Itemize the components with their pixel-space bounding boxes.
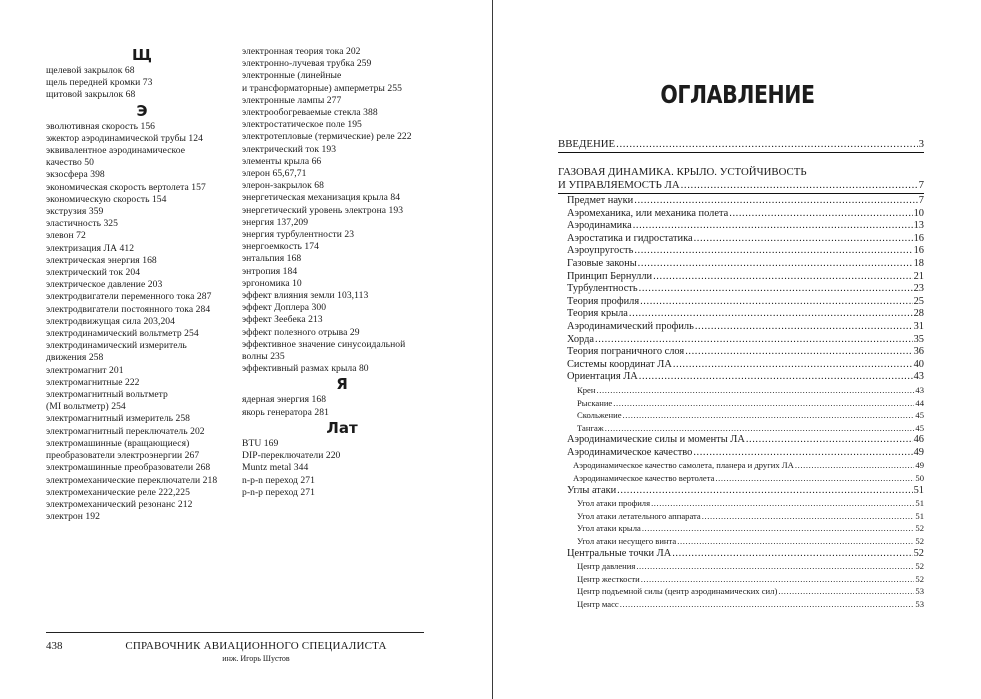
toc-entry[interactable] <box>558 472 924 485</box>
toc-entry[interactable] <box>558 258 924 271</box>
index-entry: качество 50 <box>46 157 94 169</box>
toc-entry-title: Хорда <box>567 333 595 345</box>
index-entry: энергетическая механизация крыла 84 <box>242 192 401 204</box>
index-entry: n-p-n переход 271 <box>242 474 315 486</box>
toc-leader-dots <box>623 409 915 422</box>
toc-entry[interactable] <box>558 548 924 561</box>
toc-leader-dots <box>641 573 915 586</box>
toc-entry[interactable] <box>558 434 924 447</box>
toc-entry-title: Угол атаки крыла <box>577 523 641 534</box>
toc-entry-page: 3 <box>918 138 924 150</box>
toc-leader-dots <box>685 346 912 359</box>
index-entry: электромашинные преобразователи 268 <box>46 462 211 474</box>
toc-entry-title: Крен <box>577 384 596 395</box>
index-entry: эволютивная скорость 156 <box>46 120 156 132</box>
toc-leader-dots <box>778 585 914 598</box>
index-entry: эффект полезного отрыва 29 <box>242 326 360 338</box>
index-entry: электрический ток 193 <box>242 143 337 155</box>
toc-leader-dots <box>633 220 913 233</box>
toc-leader-dots <box>629 308 913 321</box>
toc-entry[interactable] <box>558 346 924 359</box>
toc-entry-page: 35 <box>913 333 924 345</box>
toc-entry[interactable] <box>558 321 924 334</box>
toc-entry[interactable] <box>558 334 924 347</box>
toc-entry-page: 45 <box>915 410 924 421</box>
toc-entry-page: 7 <box>918 179 924 191</box>
index-entry: электромагнитный переключатель 202 <box>46 425 205 437</box>
toc-entry[interactable] <box>558 371 924 384</box>
toc-entry-page: 43 <box>913 371 924 383</box>
toc-entry-title: Центр подъемной силы (центр аэродинамических сил) <box>577 586 778 597</box>
index-entry: электрообогреваемые стекла 388 <box>242 107 378 119</box>
toc-spacer <box>558 154 924 166</box>
index-entry: элерон 65,67,71 <box>242 168 307 180</box>
index-entry: преобразователи электроэнергии 267 <box>46 450 200 462</box>
toc-entry-title: Тангаж <box>577 422 604 433</box>
index-entry: BTU 169 <box>242 437 279 449</box>
toc-entry[interactable] <box>558 138 924 153</box>
toc-entry-page: 21 <box>913 270 924 282</box>
index-entry: электродвигатели постоянного тока 284 <box>46 303 211 315</box>
toc-entry[interactable] <box>558 585 924 598</box>
toc-entry-page: 52 <box>913 547 924 559</box>
toc-entry[interactable] <box>558 166 924 194</box>
index-entry: энергоемкость 174 <box>242 241 319 253</box>
toc-leader-dots <box>613 397 914 410</box>
toc-entry[interactable] <box>558 535 924 548</box>
index-entry: ядерная энергия 168 <box>242 394 327 406</box>
index-entry: эффект влияния земли 103,113 <box>242 290 369 302</box>
toc-entry-page: 13 <box>913 220 924 232</box>
toc-entry-title: Аэродинамические силы и моменты ЛА <box>567 434 745 446</box>
toc-entry-page: 7 <box>918 195 924 206</box>
toc-entry-page: 23 <box>913 283 924 295</box>
index-entry: (МI вольтметр) 254 <box>46 401 126 413</box>
toc-entry-title: Предмет науки <box>567 195 634 206</box>
toc-entry-page: 52 <box>915 523 924 534</box>
toc-entry-title: Рыскание <box>577 397 613 408</box>
index-entry: Muntz metal 344 <box>242 462 309 474</box>
index-entry: электромагнит 201 <box>46 364 124 376</box>
toc-entry-page: 25 <box>913 295 924 307</box>
toc-entry[interactable] <box>558 573 924 586</box>
toc-entry-title: Скольжение <box>577 410 622 421</box>
index-entry: энтропия 184 <box>242 265 298 277</box>
toc-entry[interactable] <box>558 422 924 435</box>
toc-entry[interactable] <box>558 447 924 460</box>
toc-entry[interactable] <box>558 485 924 498</box>
index-column-2 <box>242 46 442 499</box>
toc-entry[interactable] <box>558 560 924 573</box>
index-letter-heading: Лат <box>326 418 358 437</box>
index-entry: электродвигатели переменного тока 287 <box>46 291 212 303</box>
toc-entry-title: Теория крыла <box>567 308 628 320</box>
toc-entry-page: 51 <box>915 498 924 509</box>
index-entry: экономическую скорость 154 <box>46 193 167 205</box>
toc-entry[interactable] <box>558 459 924 472</box>
index-entry: энергетический уровень электрона 193 <box>242 204 404 216</box>
toc-entry[interactable] <box>558 384 924 397</box>
page-number: 438 <box>46 640 63 652</box>
toc-entry-title: Угол атаки несущего винта <box>577 536 677 547</box>
toc-entry-page: 53 <box>915 586 924 597</box>
index-entry: p-n-p переход 271 <box>242 486 315 498</box>
toc-entry-title: Аэромеханика, или механика полета <box>567 207 729 219</box>
table-of-contents <box>558 138 924 611</box>
toc-entry-title: Аэродинамический профиль <box>567 320 694 332</box>
book-author: инж. Игорь Шустов <box>222 654 290 663</box>
index-entry: электронные (линейные <box>242 70 342 82</box>
toc-entry-title: Угол атаки летательного аппарата <box>577 510 701 521</box>
right-page <box>494 0 981 699</box>
toc-entry-title: Теория пограничного слоя <box>567 346 685 358</box>
index-entry: эластичность 325 <box>46 218 118 230</box>
toc-entry-page: 52 <box>915 561 924 572</box>
index-column-1 <box>46 46 238 523</box>
index-letter-heading: Э <box>136 101 148 120</box>
toc-leader-dots <box>639 283 913 296</box>
index-entry: элевон 72 <box>46 230 86 242</box>
index-entry: энергия турбулентности 23 <box>242 229 355 241</box>
index-entry: движения 258 <box>46 352 104 364</box>
toc-entry-title: Аэродинамическое качество <box>567 446 693 458</box>
index-entry: электродинамический вольтметр 254 <box>46 328 199 340</box>
index-entry: электромеханический резонанс 212 <box>46 498 193 510</box>
toc-entry-page: 16 <box>913 232 924 244</box>
index-entry: электродвижущая сила 203,204 <box>46 315 175 327</box>
toc-leader-dots <box>620 598 915 611</box>
toc-leader-dots <box>795 459 915 472</box>
toc-entry[interactable] <box>558 522 924 535</box>
toc-entry-page: 40 <box>913 358 924 370</box>
index-entry: электрическое давление 203 <box>46 279 163 291</box>
index-entry: элементы крыла 66 <box>242 155 322 167</box>
toc-entry[interactable] <box>558 598 924 611</box>
toc-entry-title: Углы атаки <box>567 484 617 496</box>
toc-entry-page: 46 <box>913 434 924 446</box>
index-entry: экономическая скорость вертолета 157 <box>46 181 206 193</box>
toc-leader-dots <box>642 522 915 535</box>
toc-entry-title: Центр давления <box>577 561 636 572</box>
toc-entry-page: 51 <box>913 484 924 496</box>
toc-entry[interactable] <box>558 359 924 372</box>
toc-leader-dots <box>681 179 918 192</box>
index-entry: эквивалентное аэродинамическое <box>46 145 185 157</box>
index-entry: электромагнитный измеритель 258 <box>46 413 191 425</box>
toc-entry-page: 50 <box>915 473 924 484</box>
toc-leader-dots <box>694 233 913 246</box>
toc-entry-title: Аэродинамическое качество вертолета <box>573 473 715 484</box>
toc-leader-dots <box>695 321 913 334</box>
toc-entry-title: И УПРАВЛЯЕМОСТЬ ЛА <box>558 179 680 191</box>
toc-entry-title: ВВЕДЕНИЕ <box>558 138 616 150</box>
toc-entry-page: 49 <box>915 460 924 471</box>
toc-leader-dots <box>640 296 913 309</box>
index-entry: эргономика 10 <box>242 277 302 289</box>
toc-entry[interactable] <box>558 208 924 221</box>
toc-heading: ОГЛАВЛЕНИЕ <box>660 80 815 109</box>
index-entry: электронно-лучевая трубка 259 <box>242 58 372 70</box>
index-entry: эжектор аэродинамической трубы 124 <box>46 132 203 144</box>
toc-entry[interactable] <box>558 296 924 309</box>
toc-leader-dots <box>715 472 914 485</box>
toc-leader-dots <box>638 258 913 271</box>
toc-leader-dots <box>673 359 913 372</box>
toc-leader-dots <box>617 485 912 498</box>
toc-entry-title: Центр жесткости <box>577 573 640 584</box>
toc-leader-dots <box>672 548 912 561</box>
toc-leader-dots <box>639 371 913 384</box>
index-entry: электрический ток 204 <box>46 267 141 279</box>
toc-entry-page: 49 <box>913 446 924 458</box>
toc-entry-title: Теория профиля <box>567 295 640 307</box>
toc-entry-page: 18 <box>913 257 924 269</box>
toc-entry-title: Аэростатика и гидростатика <box>567 232 693 244</box>
toc-leader-dots <box>729 208 912 221</box>
book-spine <box>492 0 493 699</box>
toc-entry-page: 31 <box>913 320 924 332</box>
index-entry: энтальпия 168 <box>242 253 302 265</box>
toc-entry[interactable] <box>558 409 924 422</box>
toc-entry[interactable] <box>558 308 924 321</box>
toc-leader-dots <box>595 334 913 347</box>
toc-entry-page: 44 <box>915 397 924 408</box>
toc-entry-page: 51 <box>915 510 924 521</box>
index-entry: якорь генератора 281 <box>242 406 329 418</box>
toc-entry[interactable] <box>558 195 924 208</box>
index-entry: щитовой закрылок 68 <box>46 89 136 101</box>
index-entry: электронная теория тока 202 <box>242 46 361 57</box>
toc-entry[interactable] <box>558 233 924 246</box>
index-entry: электризация ЛА 412 <box>46 242 135 254</box>
index-entry: электромашинные (вращающиеся) <box>46 437 190 449</box>
index-entry: электрон 192 <box>46 511 100 523</box>
index-letter-heading: Щ <box>132 46 152 64</box>
toc-leader-dots <box>634 245 912 258</box>
index-entry: экзосфера 398 <box>46 169 105 181</box>
toc-entry-title: Аэроупругость <box>567 245 634 257</box>
footer-divider <box>46 632 424 633</box>
index-entry: электростатическое поле 195 <box>242 119 362 131</box>
index-entry: эффективное значение синусоидальной <box>242 338 406 350</box>
toc-leader-dots <box>677 535 914 548</box>
toc-leader-dots <box>746 434 913 447</box>
toc-entry-page: 53 <box>915 599 924 609</box>
index-entry: экструзия 359 <box>46 206 104 218</box>
toc-entry[interactable] <box>558 397 924 410</box>
toc-leader-dots <box>616 138 917 151</box>
toc-leader-dots <box>651 497 914 510</box>
toc-entry[interactable] <box>558 283 924 296</box>
index-entry: электронные лампы 277 <box>242 94 342 106</box>
index-entry: электрическая энергия 168 <box>46 254 157 266</box>
index-entry: эффект Доплера 300 <box>242 302 327 314</box>
index-letter-heading: Я <box>336 375 348 394</box>
index-entry: щелевой закрылок 68 <box>46 65 135 76</box>
toc-entry-title: Угол атаки профиля <box>577 498 651 509</box>
toc-entry-page: 52 <box>915 536 924 547</box>
index-entry: электромеханические переключатели 218 <box>46 474 218 486</box>
toc-entry[interactable] <box>558 497 924 510</box>
toc-entry-page: 45 <box>915 422 924 433</box>
index-entry: DIP-переключатели 220 <box>242 450 341 462</box>
toc-entry[interactable] <box>558 271 924 284</box>
toc-leader-dots <box>702 510 915 523</box>
toc-entry[interactable] <box>558 245 924 258</box>
toc-entry[interactable] <box>558 510 924 523</box>
index-entry: электротепловые (термические) реле 222 <box>242 131 412 143</box>
toc-entry-page: 28 <box>913 308 924 320</box>
toc-entry-title: Принцип Бернулли <box>567 270 653 282</box>
toc-entry-title: Аэродинамическое качество самолета, планера и других ЛА <box>573 460 794 471</box>
index-entry: электродинамический измеритель <box>46 340 187 352</box>
toc-entry[interactable] <box>558 220 924 233</box>
toc-leader-dots <box>634 195 918 208</box>
toc-entry-page: 10 <box>913 207 924 219</box>
toc-entry-title: Системы координат ЛА <box>567 358 672 370</box>
toc-leader-dots <box>693 447 912 460</box>
toc-entry-title: Газовые законы <box>567 257 637 269</box>
index-entry: элерон-закрылок 68 <box>242 180 325 192</box>
index-entry: эффект Зеебека 213 <box>242 314 323 326</box>
toc-entry-page: 52 <box>915 573 924 584</box>
book-title: СПРАВОЧНИК АВИАЦИОННОГО СПЕЦИАЛИСТА <box>125 640 387 652</box>
toc-entry-page: 36 <box>913 346 924 358</box>
toc-leader-dots <box>596 384 914 397</box>
index-entry: электромеханические реле 222,225 <box>46 486 190 498</box>
toc-leader-dots <box>636 560 914 573</box>
index-entry: электромагнитный вольтметр <box>46 389 168 401</box>
toc-entry-title: Турбулентность <box>567 283 638 295</box>
toc-entry-title: Центр масс <box>577 599 619 609</box>
index-entry: энергия 137,209 <box>242 216 309 228</box>
toc-entry-title: Ориентация ЛА <box>567 371 638 383</box>
toc-leader-dots <box>605 422 915 435</box>
toc-entry-title-line: ГАЗОВАЯ ДИНАМИКА. КРЫЛО. УСТОЙЧИВОСТЬ <box>558 166 807 178</box>
index-entry: электромагнитные 222 <box>46 376 140 388</box>
index-entry: волны 235 <box>242 351 285 363</box>
toc-leader-dots <box>653 271 913 284</box>
toc-entry-page: 16 <box>913 245 924 257</box>
toc-entry-title: Аэродинамика <box>567 220 632 232</box>
toc-entry-title: Центральные точки ЛА <box>567 547 672 559</box>
index-entry: эффективный размах крыла 80 <box>242 363 369 375</box>
toc-entry-page: 43 <box>915 384 924 395</box>
index-entry: щель передней кромки 73 <box>46 77 153 89</box>
index-entry: и трансформаторные) амперметры 255 <box>242 82 402 94</box>
